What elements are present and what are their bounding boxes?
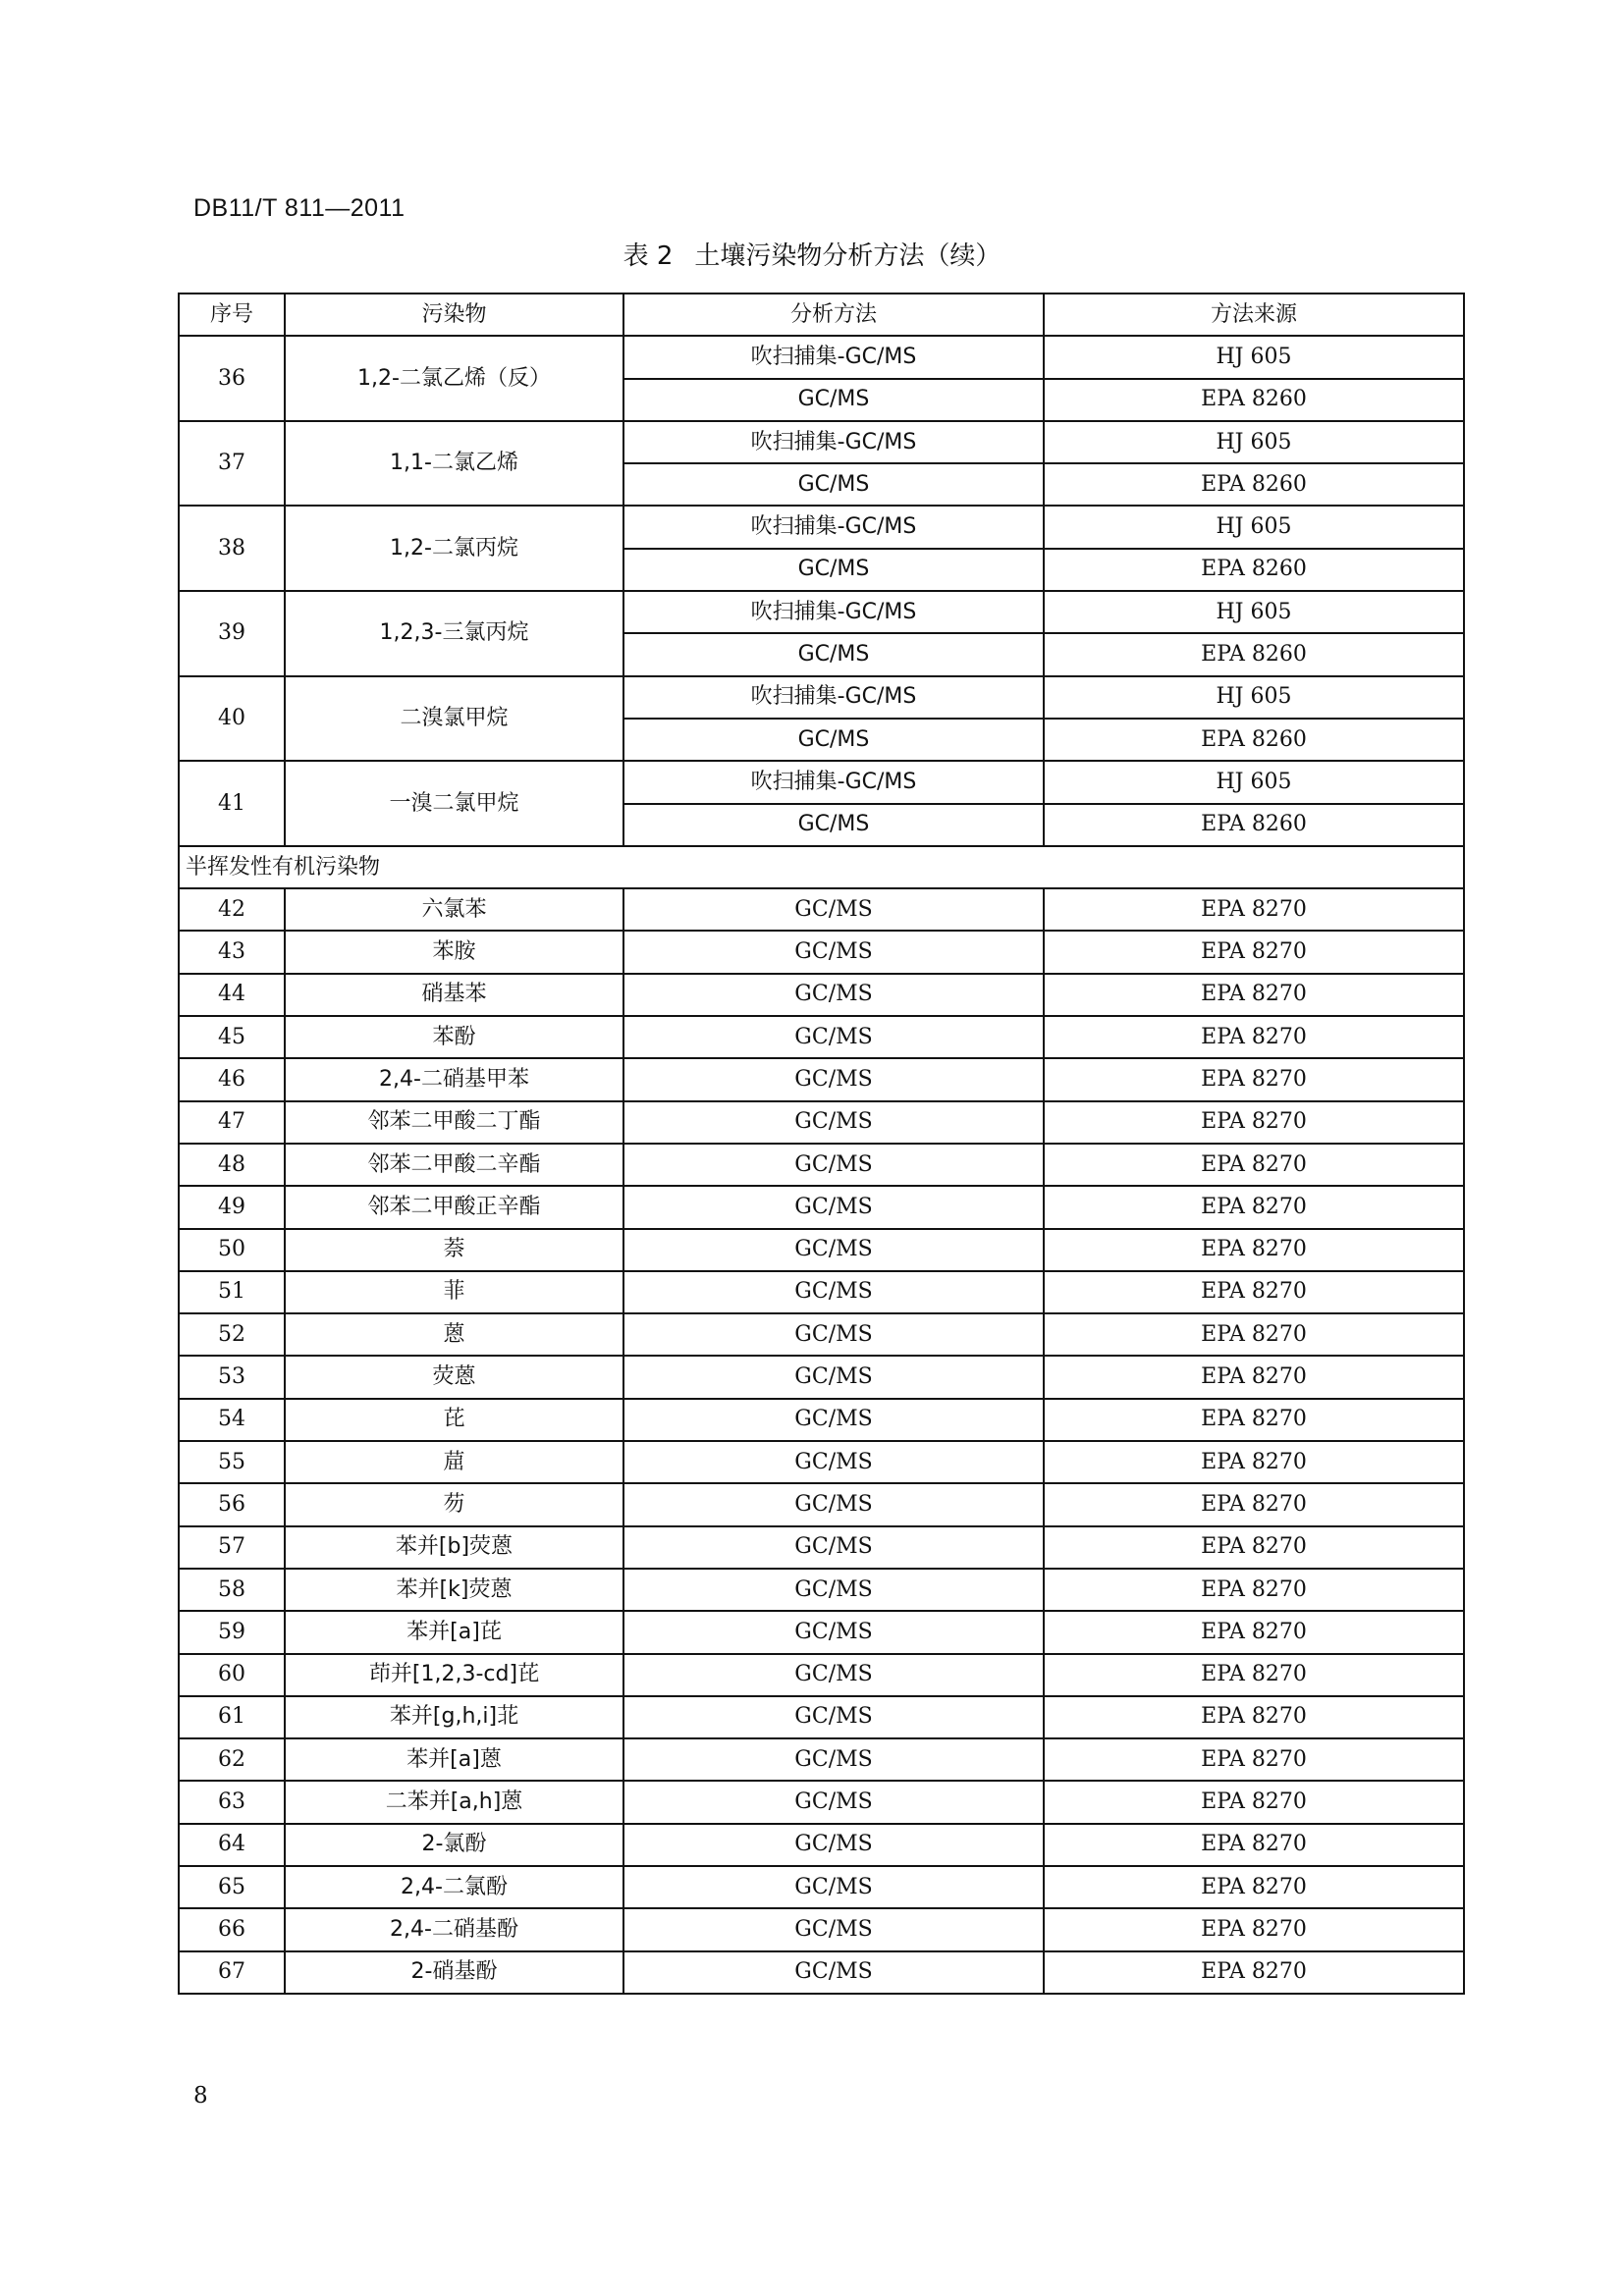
row-number: 49	[179, 1186, 285, 1228]
column-header-pollutant: 污染物	[285, 294, 623, 336]
analysis-method: 吹扫捕集-GC/MS	[623, 336, 1044, 378]
method-source: EPA 8270	[1044, 1058, 1464, 1100]
row-number: 38	[179, 506, 285, 591]
analysis-method: GC/MS	[623, 1101, 1044, 1144]
analysis-method: GC/MS	[623, 379, 1044, 421]
analysis-method: GC/MS	[623, 1229, 1044, 1271]
row-number: 40	[179, 676, 285, 762]
pollutant-name: 芘	[285, 1399, 623, 1441]
row-number: 39	[179, 591, 285, 676]
method-source: HJ 605	[1044, 676, 1464, 719]
row-number: 37	[179, 421, 285, 507]
row-number: 41	[179, 761, 285, 846]
table-row	[179, 1144, 1464, 1186]
row-number: 58	[179, 1569, 285, 1611]
pollutant-name: 二苯并[a,h]蒽	[285, 1781, 623, 1823]
analysis-method: GC/MS	[623, 1866, 1044, 1908]
analysis-method: GC/MS	[623, 1016, 1044, 1058]
pollutant-name: 2,4-二硝基酚	[285, 1908, 623, 1950]
pollutant-name: 二溴氯甲烷	[285, 676, 623, 762]
analysis-method: 吹扫捕集-GC/MS	[623, 591, 1044, 633]
row-number: 42	[179, 888, 285, 931]
table-row	[179, 1441, 1464, 1483]
analysis-method: GC/MS	[623, 1144, 1044, 1186]
analysis-method: 吹扫捕集-GC/MS	[623, 421, 1044, 463]
pollutant-name: 苯酚	[285, 1016, 623, 1058]
pollutant-name: 1,2-二氯乙烯（反）	[285, 336, 623, 421]
table-row	[179, 1058, 1464, 1100]
pollutant-name: 苯并[g,h,i]苝	[285, 1696, 623, 1738]
row-number: 61	[179, 1696, 285, 1738]
method-source: EPA 8270	[1044, 1866, 1464, 1908]
method-source: EPA 8270	[1044, 1483, 1464, 1525]
row-number: 43	[179, 931, 285, 973]
analysis-method: GC/MS	[623, 1526, 1044, 1569]
method-source: EPA 8270	[1044, 974, 1464, 1016]
pollutant-analysis-table	[178, 293, 1465, 1995]
table-row	[179, 676, 1464, 719]
table-row	[179, 1399, 1464, 1441]
row-number: 55	[179, 1441, 285, 1483]
column-header-source: 方法来源	[1044, 294, 1464, 336]
table-row	[179, 1696, 1464, 1738]
method-source: EPA 8270	[1044, 931, 1464, 973]
method-source: EPA 8270	[1044, 1313, 1464, 1356]
analysis-method: GC/MS	[623, 804, 1044, 846]
analysis-method: GC/MS	[623, 1271, 1044, 1313]
row-number: 59	[179, 1611, 285, 1653]
analysis-method: 吹扫捕集-GC/MS	[623, 506, 1044, 548]
analysis-method: GC/MS	[623, 463, 1044, 506]
analysis-method: GC/MS	[623, 888, 1044, 931]
pollutant-name: 一溴二氯甲烷	[285, 761, 623, 846]
analysis-method: GC/MS	[623, 1186, 1044, 1228]
method-source: EPA 8260	[1044, 549, 1464, 591]
analysis-method: 吹扫捕集-GC/MS	[623, 761, 1044, 803]
table-row	[179, 1186, 1464, 1228]
analysis-method: GC/MS	[623, 719, 1044, 761]
method-source: EPA 8270	[1044, 1356, 1464, 1398]
analysis-method: GC/MS	[623, 1781, 1044, 1823]
row-number: 47	[179, 1101, 285, 1144]
analysis-method: GC/MS	[623, 1483, 1044, 1525]
pollutant-name: 邻苯二甲酸正辛酯	[285, 1186, 623, 1228]
analysis-method: GC/MS	[623, 1824, 1044, 1866]
table-caption-number: 表 2	[623, 241, 674, 271]
row-number: 46	[179, 1058, 285, 1100]
analysis-method: GC/MS	[623, 1058, 1044, 1100]
row-number: 36	[179, 336, 285, 421]
table-row	[179, 1611, 1464, 1653]
table-row	[179, 1824, 1464, 1866]
row-number: 67	[179, 1951, 285, 1994]
method-source: EPA 8270	[1044, 1399, 1464, 1441]
method-source: EPA 8270	[1044, 1144, 1464, 1186]
table-row	[179, 1101, 1464, 1144]
table-row	[179, 591, 1464, 633]
analysis-method: GC/MS	[623, 1399, 1044, 1441]
analysis-method: GC/MS	[623, 1356, 1044, 1398]
page-number: 8	[193, 2083, 208, 2109]
pollutant-name: 苯并[a]芘	[285, 1611, 623, 1653]
method-source: EPA 8260	[1044, 804, 1464, 846]
table-row	[179, 931, 1464, 973]
pollutant-name: 茚并[1,2,3-cd]芘	[285, 1654, 623, 1696]
analysis-method: GC/MS	[623, 1654, 1044, 1696]
row-number: 52	[179, 1313, 285, 1356]
table-row	[179, 1313, 1464, 1356]
table-row	[179, 336, 1464, 378]
table-row	[179, 1866, 1464, 1908]
pollutant-name: 苯并[k]荧蒽	[285, 1569, 623, 1611]
method-source: EPA 8270	[1044, 1229, 1464, 1271]
analysis-method: 吹扫捕集-GC/MS	[623, 676, 1044, 719]
analysis-method: GC/MS	[623, 1951, 1044, 1994]
analysis-method: GC/MS	[623, 1908, 1044, 1950]
pollutant-name: 菲	[285, 1271, 623, 1313]
row-number: 64	[179, 1824, 285, 1866]
method-source: EPA 8270	[1044, 888, 1464, 931]
table-row	[179, 1951, 1464, 1994]
row-number: 57	[179, 1526, 285, 1569]
method-source: EPA 8260	[1044, 633, 1464, 675]
row-number: 56	[179, 1483, 285, 1525]
row-number: 66	[179, 1908, 285, 1950]
pollutant-name: 䓛	[285, 1441, 623, 1483]
row-number: 44	[179, 974, 285, 1016]
table-row	[179, 1016, 1464, 1058]
pollutant-name: 苯并[a]蒽	[285, 1738, 623, 1781]
method-source: EPA 8270	[1044, 1781, 1464, 1823]
method-source: EPA 8270	[1044, 1186, 1464, 1228]
analysis-method: GC/MS	[623, 1696, 1044, 1738]
row-number: 65	[179, 1866, 285, 1908]
method-source: EPA 8270	[1044, 1738, 1464, 1781]
pollutant-name: 2-硝基酚	[285, 1951, 623, 1994]
method-source: EPA 8270	[1044, 1526, 1464, 1569]
method-source: EPA 8270	[1044, 1908, 1464, 1950]
method-source: EPA 8270	[1044, 1951, 1464, 1994]
analysis-method: GC/MS	[623, 1441, 1044, 1483]
row-number: 53	[179, 1356, 285, 1398]
method-source: HJ 605	[1044, 761, 1464, 803]
section-row	[179, 846, 1464, 888]
row-number: 50	[179, 1229, 285, 1271]
method-source: EPA 8260	[1044, 463, 1464, 506]
table-row	[179, 506, 1464, 548]
row-number: 60	[179, 1654, 285, 1696]
method-source: EPA 8260	[1044, 719, 1464, 761]
analysis-method: GC/MS	[623, 633, 1044, 675]
analysis-method: GC/MS	[623, 1611, 1044, 1653]
analysis-method: GC/MS	[623, 931, 1044, 973]
document-code: DB11/T 811—2011	[193, 194, 406, 222]
pollutant-name: 1,2,3-三氯丙烷	[285, 591, 623, 676]
table-header-row	[179, 294, 1464, 336]
pollutant-name: 苯并[b]荧蒽	[285, 1526, 623, 1569]
analysis-method: GC/MS	[623, 1569, 1044, 1611]
table-row	[179, 1526, 1464, 1569]
table-row	[179, 888, 1464, 931]
pollutant-name: 硝基苯	[285, 974, 623, 1016]
method-source: EPA 8270	[1044, 1101, 1464, 1144]
pollutant-name: 2,4-二硝基甲苯	[285, 1058, 623, 1100]
pollutant-name: 蒽	[285, 1313, 623, 1356]
table-row	[179, 1908, 1464, 1950]
method-source: HJ 605	[1044, 506, 1464, 548]
column-header-number: 序号	[179, 294, 285, 336]
table-row	[179, 1569, 1464, 1611]
section-label: 半挥发性有机污染物	[179, 846, 1464, 888]
pollutant-name: 2-氯酚	[285, 1824, 623, 1866]
method-source: EPA 8270	[1044, 1611, 1464, 1653]
analysis-method: GC/MS	[623, 549, 1044, 591]
pollutant-name: 1,1-二氯乙烯	[285, 421, 623, 507]
method-source: EPA 8270	[1044, 1654, 1464, 1696]
pollutant-name: 邻苯二甲酸二辛酯	[285, 1144, 623, 1186]
method-source: EPA 8270	[1044, 1016, 1464, 1058]
analysis-method: GC/MS	[623, 1738, 1044, 1781]
table-body	[179, 336, 1464, 1994]
method-source: EPA 8270	[1044, 1696, 1464, 1738]
pollutant-name: 六氯苯	[285, 888, 623, 931]
row-number: 54	[179, 1399, 285, 1441]
table-row	[179, 1271, 1464, 1313]
pollutant-name: 荧蒽	[285, 1356, 623, 1398]
pollutant-name: 萘	[285, 1229, 623, 1271]
method-source: EPA 8270	[1044, 1824, 1464, 1866]
method-source: EPA 8260	[1044, 379, 1464, 421]
analysis-method: GC/MS	[623, 1313, 1044, 1356]
method-source: EPA 8270	[1044, 1441, 1464, 1483]
method-source: HJ 605	[1044, 591, 1464, 633]
pollutant-name: 2,4-二氯酚	[285, 1866, 623, 1908]
row-number: 51	[179, 1271, 285, 1313]
table-caption	[0, 236, 1624, 272]
pollutant-name: 1,2-二氯丙烷	[285, 506, 623, 591]
row-number: 63	[179, 1781, 285, 1823]
table-row	[179, 1483, 1464, 1525]
table-row	[179, 1781, 1464, 1823]
pollutant-name: 芴	[285, 1483, 623, 1525]
table-row	[179, 1356, 1464, 1398]
method-source: HJ 605	[1044, 336, 1464, 378]
column-header-method: 分析方法	[623, 294, 1044, 336]
method-source: HJ 605	[1044, 421, 1464, 463]
analysis-method: GC/MS	[623, 974, 1044, 1016]
table-row	[179, 761, 1464, 803]
pollutant-name: 苯胺	[285, 931, 623, 973]
pollutant-name: 邻苯二甲酸二丁酯	[285, 1101, 623, 1144]
table-row	[179, 1738, 1464, 1781]
table-row	[179, 1229, 1464, 1271]
method-source: EPA 8270	[1044, 1271, 1464, 1313]
table-caption-title: 土壤污染物分析方法（续）	[694, 241, 1001, 271]
row-number: 62	[179, 1738, 285, 1781]
row-number: 45	[179, 1016, 285, 1058]
table-row	[179, 421, 1464, 463]
table-row	[179, 974, 1464, 1016]
method-source: EPA 8270	[1044, 1569, 1464, 1611]
table-row	[179, 1654, 1464, 1696]
row-number: 48	[179, 1144, 285, 1186]
